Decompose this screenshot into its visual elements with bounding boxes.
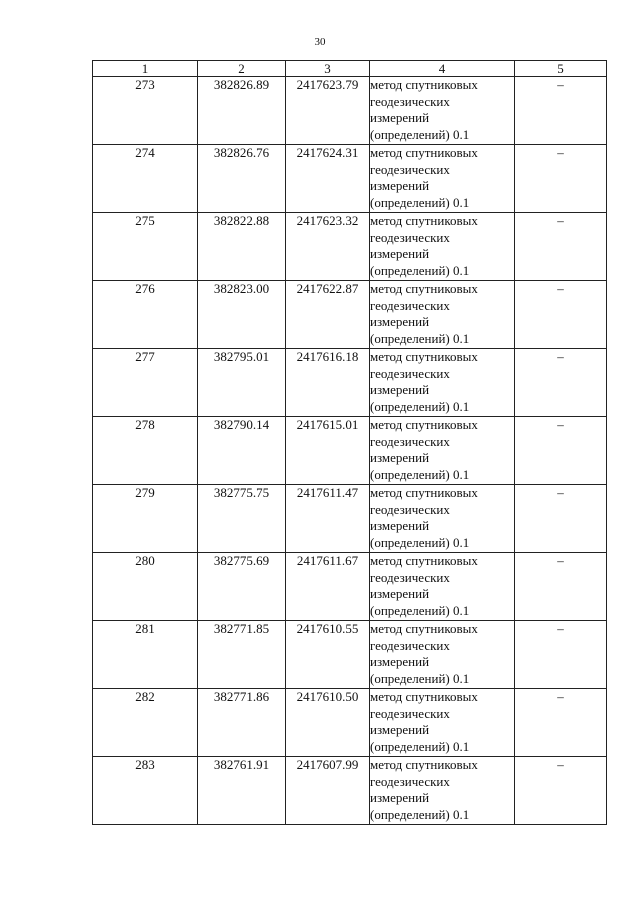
method-cell xyxy=(370,485,515,553)
method-cell xyxy=(370,349,515,417)
x-coordinate-cell: 382823.00 xyxy=(198,281,286,349)
table-row xyxy=(93,689,607,757)
x-coordinate-cell: 382826.76 xyxy=(198,145,286,213)
method-cell xyxy=(370,757,515,825)
coordinates-table xyxy=(92,60,607,825)
y-coordinate-cell: 2417610.55 xyxy=(286,621,370,689)
point-number-cell: 282 xyxy=(93,689,198,757)
x-coordinate-cell: 382771.86 xyxy=(198,689,286,757)
point-number-cell: 279 xyxy=(93,485,198,553)
table-header-row xyxy=(93,61,607,77)
method-text: метод спутниковых геодезических измерений (определений) 0.1 xyxy=(370,281,478,346)
x-coordinate-cell: 382775.69 xyxy=(198,553,286,621)
table-row xyxy=(93,757,607,825)
table-row xyxy=(93,77,607,145)
column-header-3: 3 xyxy=(286,61,370,77)
table-row xyxy=(93,417,607,485)
method-text: метод спутниковых геодезических измерений (определений) 0.1 xyxy=(370,757,478,822)
method-text: метод спутниковых геодезических измерений (определений) 0.1 xyxy=(370,621,478,686)
table-row xyxy=(93,281,607,349)
method-text: метод спутниковых геодезических измерений (определений) 0.1 xyxy=(370,689,478,754)
note-cell: – xyxy=(515,281,607,349)
point-number-cell: 283 xyxy=(93,757,198,825)
y-coordinate-cell: 2417623.79 xyxy=(286,77,370,145)
column-header-2: 2 xyxy=(198,61,286,77)
note-cell: – xyxy=(515,349,607,417)
x-coordinate-cell: 382790.14 xyxy=(198,417,286,485)
point-number-cell: 275 xyxy=(93,213,198,281)
x-coordinate-cell: 382822.88 xyxy=(198,213,286,281)
point-number-cell: 274 xyxy=(93,145,198,213)
method-cell xyxy=(370,145,515,213)
method-text: метод спутниковых геодезических измерений (определений) 0.1 xyxy=(370,77,478,142)
method-text: метод спутниковых геодезических измерений (определений) 0.1 xyxy=(370,553,478,618)
y-coordinate-cell: 2417624.31 xyxy=(286,145,370,213)
point-number-cell: 276 xyxy=(93,281,198,349)
page-number: 30 xyxy=(314,36,326,48)
note-cell: – xyxy=(515,417,607,485)
method-cell xyxy=(370,77,515,145)
table-body xyxy=(93,77,607,825)
point-number-cell: 277 xyxy=(93,349,198,417)
method-text: метод спутниковых геодезических измерений (определений) 0.1 xyxy=(370,349,478,414)
point-number-cell: 281 xyxy=(93,621,198,689)
note-cell: – xyxy=(515,145,607,213)
method-cell xyxy=(370,417,515,485)
method-cell xyxy=(370,213,515,281)
y-coordinate-cell: 2417616.18 xyxy=(286,349,370,417)
column-header-5: 5 xyxy=(515,61,607,77)
column-header-1: 1 xyxy=(93,61,198,77)
note-cell: – xyxy=(515,485,607,553)
note-cell: – xyxy=(515,77,607,145)
x-coordinate-cell: 382771.85 xyxy=(198,621,286,689)
method-text: метод спутниковых геодезических измерений (определений) 0.1 xyxy=(370,213,478,278)
x-coordinate-cell: 382775.75 xyxy=(198,485,286,553)
y-coordinate-cell: 2417623.32 xyxy=(286,213,370,281)
table-row xyxy=(93,213,607,281)
method-cell xyxy=(370,621,515,689)
y-coordinate-cell: 2417611.67 xyxy=(286,553,370,621)
note-cell: – xyxy=(515,689,607,757)
column-header-4: 4 xyxy=(370,61,515,77)
table-row xyxy=(93,621,607,689)
note-cell: – xyxy=(515,757,607,825)
table-row xyxy=(93,553,607,621)
note-cell: – xyxy=(515,621,607,689)
table-row xyxy=(93,349,607,417)
method-text: метод спутниковых геодезических измерений (определений) 0.1 xyxy=(370,417,478,482)
method-cell xyxy=(370,553,515,621)
y-coordinate-cell: 2417611.47 xyxy=(286,485,370,553)
table-row xyxy=(93,485,607,553)
x-coordinate-cell: 382761.91 xyxy=(198,757,286,825)
point-number-cell: 273 xyxy=(93,77,198,145)
note-cell: – xyxy=(515,553,607,621)
y-coordinate-cell: 2417610.50 xyxy=(286,689,370,757)
method-text: метод спутниковых геодезических измерений (определений) 0.1 xyxy=(370,485,478,550)
note-cell: – xyxy=(515,213,607,281)
method-cell xyxy=(370,281,515,349)
y-coordinate-cell: 2417615.01 xyxy=(286,417,370,485)
y-coordinate-cell: 2417622.87 xyxy=(286,281,370,349)
method-cell xyxy=(370,689,515,757)
point-number-cell: 280 xyxy=(93,553,198,621)
y-coordinate-cell: 2417607.99 xyxy=(286,757,370,825)
table-row xyxy=(93,145,607,213)
x-coordinate-cell: 382826.89 xyxy=(198,77,286,145)
x-coordinate-cell: 382795.01 xyxy=(198,349,286,417)
method-text: метод спутниковых геодезических измерений (определений) 0.1 xyxy=(370,145,478,210)
point-number-cell: 278 xyxy=(93,417,198,485)
